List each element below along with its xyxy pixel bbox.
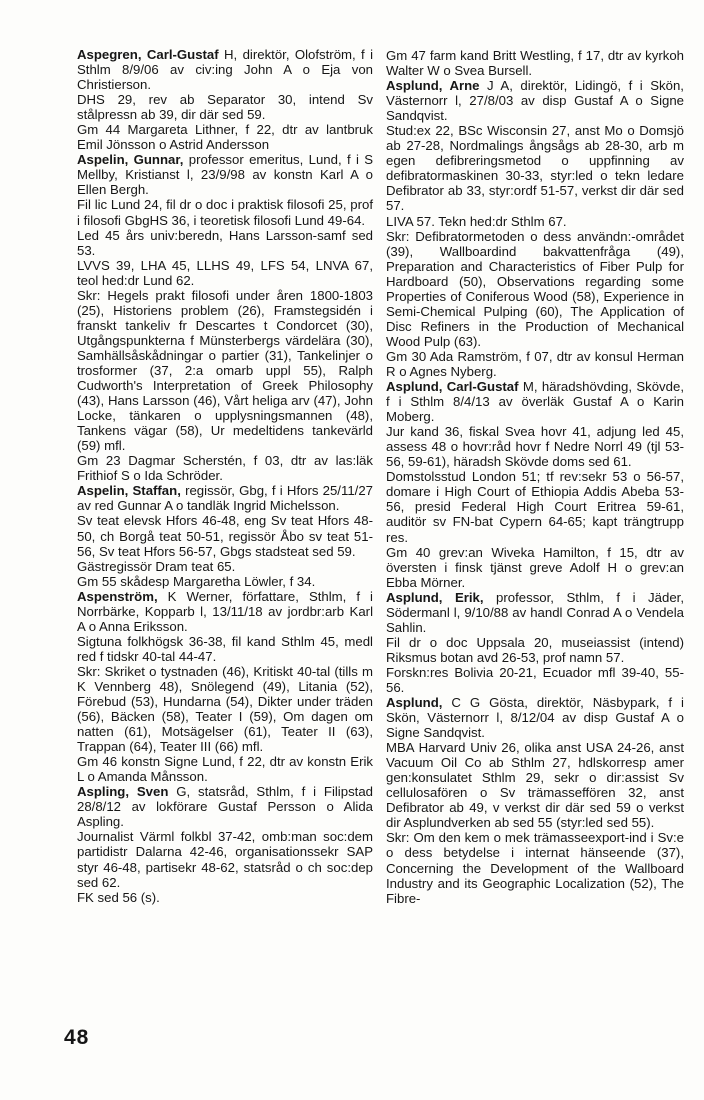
left-column (77, 47, 373, 905)
biography-entry (77, 784, 373, 829)
biography-paragraph (386, 214, 684, 229)
entry-text: Domstolsstud London 51; tf rev:sekr 53 o 56-57, domare i High Court of Ethiopia Addis Abeba 53-56, presid Federal High Court Eritrea 59-61, auditör sv FN-bat Cypern 64-65; kapt trängtrupp res. (386, 469, 684, 545)
entry-text: Gm 47 farm kand Britt Westling, f 17, dtr av kyrkoh Walter W o Svea Bursell. (386, 48, 684, 79)
entry-text: M, häradshövding, Skövde, f i Sthlm 8/4/13 av överläk Gustaf A o Karin Moberg. (386, 379, 684, 425)
entry-text: Led 45 års univ:beredn, Hans Larsson-samf sed 53. (77, 227, 373, 258)
entry-text: Skr: Skriket o tystnaden (46), Kritiskt 40-tal (tills m K Vennberg 48), Snölegend (49), Litania (52), Förebud (53), Hundarna (54), Dikter under träden (56), Bäcken (58), Teater I (59), Om dagen om natten (61), Motsägelser (61), Teater II (63), Trappan (64), Teater III (66) mfl. (77, 663, 373, 755)
biography-entry (386, 78, 684, 123)
entry-name: Asplund, Erik, (386, 589, 484, 605)
entry-text: C G Gösta, direktör, Näsbypark, f i Skön, Västernorr l, 8/12/04 av disp Gustaf A o Signe Sandqvist. (386, 695, 684, 741)
biography-paragraph (77, 664, 373, 754)
entry-text: Skr: Om den kem o mek trämasseexport-ind i Sv:e o dess betydelse i internat hänseende (37), Concerning the Development of the Wallboard Industry and its Geographic Localization (52), The Fibre- (386, 830, 684, 906)
entry-text: Skr: Hegels prakt filosofi under åren 1800-1803 (25), Historiens problem (26), Framstegsidén i franskt tankeliv fr Descartes t Condorcet (30), Utgångspunkterna f Münsterbergs värdelära (30), Samhällsåskådningar o partier (31), Tankelinjer o trosformer (37, 2:a omarb uppl 55), Ralph Cudworth's Interpretation of Greek Philosophy (43), Hans Larsson (46), Vårt heliga arv (47), John Locke, tänkaren o upplysningsmannen (48), Tankens vägar (58), Ur medeltidens tankevärld (59) mfl. (77, 287, 373, 454)
entry-text: Jur kand 36, fiskal Svea hovr 41, adjung led 45, assess 48 o hovr:råd hovr f Nedre Norrl 49 (tjl 53-56, 59-61), häradsh Skövde doms sed 61. (386, 424, 684, 470)
entry-text: Gm 40 grev:an Wiveka Hamilton, f 15, dtr av översten i finsk tjänst greve Adolf H o grev:an Ebba Mörner. (386, 544, 684, 590)
entry-text: Forskn:res Bolivia 20-21, Ecuador mfl 39-40, 55-56. (386, 664, 684, 695)
biography-paragraph (77, 228, 373, 258)
biography-paragraph (77, 634, 373, 664)
entry-text: Sigtuna folkhögsk 36-38, fil kand Sthlm 45, medl red f tidskr 40-tal 44-47. (77, 633, 373, 664)
biography-entry (386, 379, 684, 424)
entry-name: Asplund, Arne (386, 78, 480, 94)
entry-text: Gästregissör Dram teat 65. (77, 558, 236, 574)
entry-text: Gm 55 skådesp Margaretha Löwler, f 34. (77, 573, 316, 589)
biography-entry (77, 589, 373, 634)
biography-entry (77, 152, 373, 197)
biography-paragraph (77, 754, 373, 784)
entry-text: Fil lic Lund 24, fil dr o doc i praktisk filosofi 25, prof i filosofi GbgHS 36, i teoretisk filosofi Lund 49-64. (77, 197, 373, 228)
entry-text: K Werner, författare, Sthlm, f i Norrbärke, Kopparb l, 13/11/18 av jordbr:arb Karl A o Anna Eriksson. (77, 588, 373, 634)
entry-text: professor, Sthlm, f i Jäder, Södermanl l, 9/10/88 av handl Conrad A o Vendela Sahlin. (386, 589, 684, 635)
entry-text: Gm 46 konstn Signe Lund, f 22, dtr av konstn Erik L o Amanda Månsson. (77, 754, 373, 785)
biography-paragraph (386, 229, 684, 349)
entry-text: regissör, Gbg, f i Hfors 25/11/27 av red Gunnar A o tandläk Ingrid Michelsson. (77, 483, 373, 514)
entry-text: MBA Harvard Univ 26, olika anst USA 24-26, anst Vacuum Oil Co ab Sthlm 27, hdlskorresp amer gen:konsulatet Sthlm 29, sekr o dir:assist Sv cellulosafören o Sv trämasseffören 32, anst Defibrator ab 49, v verkst dir där sed 59 o verkst dir Asplundverken ab sed 55 (styr:led sed 55). (386, 740, 684, 831)
entry-text: DHS 29, rev ab Separator 30, intend Sv stålpressn ab 39, dir där sed 59. (77, 92, 373, 123)
biography-paragraph (386, 424, 684, 469)
biography-entry (77, 47, 373, 92)
entry-name: Aspelin, Staffan, (77, 483, 181, 499)
entry-text: Fil dr o doc Uppsala 20, museiassist (intend) Riksmus botan avd 26-53, prof namn 57. (386, 634, 684, 665)
entry-text: Gm 23 Dagmar Scherstén, f 03, dtr av las:läk Frithiof S o Ida Schröder. (77, 453, 373, 484)
page-number: 48 (64, 1026, 90, 1049)
entry-text: H, direktör, Olofström, f i Sthlm 8/9/06 av civ:ing John A o Eja von Christierson. (77, 47, 374, 93)
entry-text: FK sed 56 (s). (77, 889, 160, 905)
biography-paragraph (77, 890, 373, 905)
entry-text: LIVA 57. Tekn hed:dr Sthlm 67. (386, 213, 567, 229)
entry-name: Aspegren, Carl-Gustaf (77, 47, 219, 62)
entry-text: Gm 30 Ada Ramström, f 07, dtr av konsul Herman R o Agnes Nyberg. (386, 348, 684, 379)
entry-name: Asplund, (386, 695, 443, 711)
biography-paragraph (77, 258, 373, 288)
entry-text: G, statsråd, Sthlm, f i Filipstad 28/8/12 av lokförare Gustaf Persson o Alida Aspling. (77, 784, 373, 830)
biography-paragraph (386, 48, 684, 78)
biography-entry (386, 590, 684, 635)
biography-paragraph (386, 545, 684, 590)
biography-paragraph (77, 197, 373, 227)
entry-name: Aspelin, Gunnar, (77, 152, 184, 168)
biography-paragraph (77, 122, 373, 152)
biography-paragraph (386, 469, 684, 544)
entry-text: Gm 44 Margareta Lithner, f 22, dtr av lantbruk Emil Jönsson o Astrid Andersson (77, 122, 373, 153)
entry-text: LVVS 39, LHA 45, LLHS 49, LFS 54, LNVA 67, teol hed:dr Lund 62. (77, 257, 373, 288)
entry-text: Sv teat elevsk Hfors 46-48, eng Sv teat Hfors 48-50, ch Borgå teat 50-51, regissör Åbo sv teat 51-56, Sv teat Hfors 56-57, Gbgs stadsteat sed 59. (77, 513, 373, 559)
biography-paragraph (386, 349, 684, 379)
biography-paragraph (77, 288, 373, 454)
entry-text: Skr: Defibratormetoden o dess användn:-området (39), Wallboardind bakvattenfråga (49), Preparation and Characteristics of Fiber Pulp for Hardboard (50), Observations regarding some Properties of Coniferous Wood (58), Experience in Semi-Chemical Pulping (60), The Application of Disc Refiners in the Production of Mechanical Wood Pulp (63). (386, 228, 684, 349)
biography-paragraph (386, 665, 684, 695)
biography-paragraph (77, 513, 373, 558)
biography-entry (77, 483, 373, 513)
biography-paragraph (77, 92, 373, 122)
biography-paragraph (77, 574, 373, 589)
biography-paragraph (386, 123, 684, 213)
biography-paragraph (77, 453, 373, 483)
entry-name: Aspenström, (77, 588, 158, 604)
entry-name: Aspling, Sven (77, 784, 169, 800)
entry-name: Asplund, Carl-Gustaf (386, 379, 519, 395)
biography-paragraph (386, 830, 684, 905)
biography-paragraph (386, 740, 684, 830)
entry-text: Journalist Värml folkbl 37-42, omb:man soc:dem partidistr Dalarna 42-46, organisationssekr SAP styr 46-48, partisekr 48-62, statsråd o ch soc:dep sed 62. (77, 829, 373, 890)
entry-text: professor emeritus, Lund, f i S Mellby, Kristianst l, 23/9/98 av konstn Karl A o Ellen Bergh. (77, 152, 373, 198)
biography-paragraph (77, 829, 373, 889)
biography-paragraph (386, 635, 684, 665)
right-column (386, 48, 684, 906)
biography-paragraph (77, 559, 373, 574)
entry-text: Stud:ex 22, BSc Wisconsin 27, anst Mo o Domsjö ab 27-28, Nordmalings ångsågs ab 28-30, arb m egen defibreringsmetod o uppfinning av defibratormaskinen 30-33, styr:led o tekn ledare Defibrator ab 33, styr:ordf 51-57, verkst dir där sed 57. (386, 123, 684, 214)
biography-entry (386, 695, 684, 740)
entry-text: J A, direktör, Lidingö, f i Skön, Västernorr l, 27/8/03 av disp Gustaf A o Signe Sandqvist. (386, 78, 684, 124)
